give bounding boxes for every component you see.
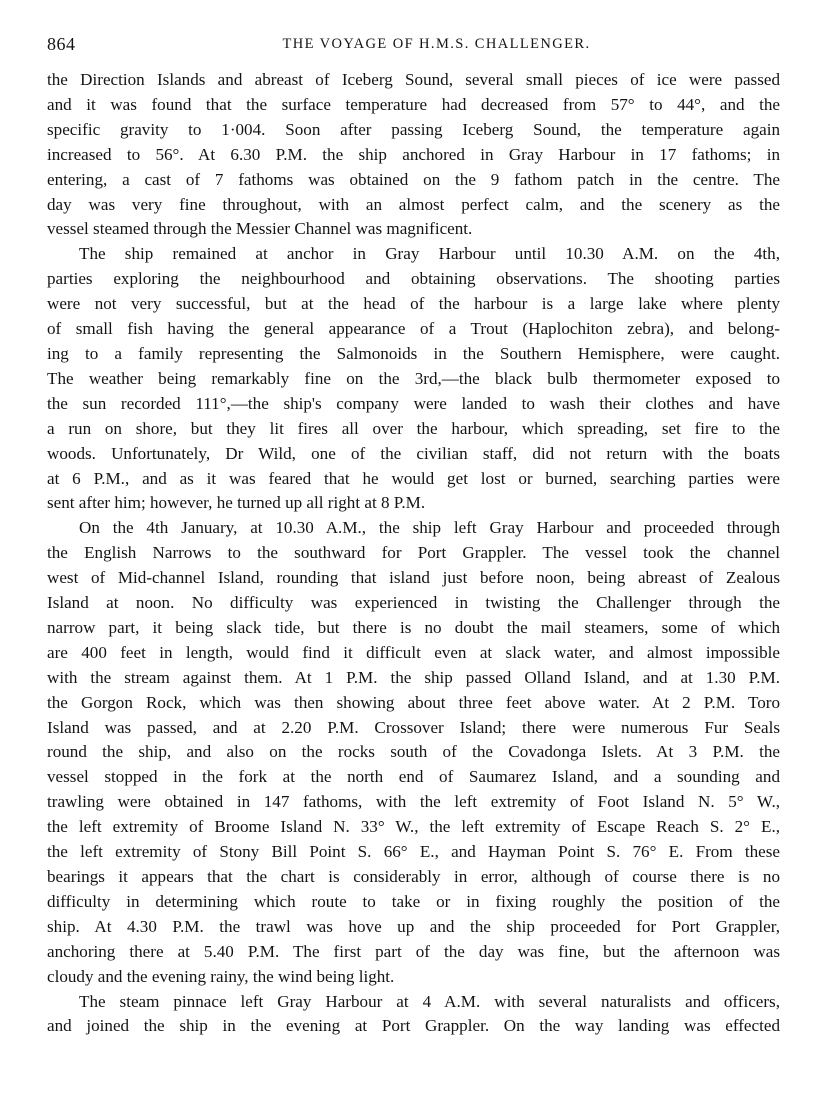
text-line: trawling were obtained in 147 fathoms, with the left extremity of Foot Island N. 5° W.,: [47, 792, 780, 812]
text-line: the left extremity of Broome Island N. 33° W., the left extremity of Escape Reach S. 2° E.,: [47, 817, 780, 837]
text-line: west of Mid-channel Island, rounding that island just before noon, being abreast of Zealous: [47, 568, 780, 588]
text-line: difficulty in determining which route to take or in fixing roughly the position of the: [47, 891, 780, 911]
text-line: narrow part, it being slack tide, but there is no doubt the mail steamers, some of which: [47, 617, 780, 637]
paragraph: [47, 990, 780, 1040]
text-line: the Gorgon Rock, which was then showing about three feet above water. At 2 P.M. Toro: [47, 692, 780, 712]
text-line: bearings it appears that the chart is considerably in error, although of course there is no: [47, 867, 780, 886]
text-line: day was very fine throughout, with an almost perfect calm, and the scenery as the: [47, 194, 780, 214]
text-line: with the stream against them. At 1 P.M. the ship passed Olland Island, and at 1.30 P.M.: [47, 667, 780, 687]
text-line: entering, a cast of 7 fathoms was obtained on the 9 fathom patch in the centre. The: [47, 169, 780, 189]
text-line: The weather being remarkably fine on the 3rd,—the black bulb thermometer exposed to: [47, 368, 780, 388]
text-line: vessel steamed through the Messier Channel was magnificent.: [47, 219, 473, 239]
body-text: [47, 68, 780, 1039]
text-line: a run on shore, but they lit fires all over the harbour, which spreading, set fire to the: [47, 418, 780, 438]
paragraph: [47, 68, 780, 242]
text-line: specific gravity to 1·004. Soon after passing Iceberg Sound, the temperature again: [47, 119, 780, 139]
text-line: the left extremity of Stony Bill Point S. 66° E., and Hayman Point S. 76° E. From these: [47, 842, 780, 862]
page-number: 864: [47, 34, 76, 54]
text-line: are 400 feet in length, would find it difficult even at slack water, and almost impossible: [47, 642, 780, 662]
running-title: THE VOYAGE OF H.M.S. CHALLENGER.: [282, 36, 591, 52]
text-line: round the ship, and also on the rocks south of the Covadonga Islets. At 3 P.M. the: [47, 742, 780, 762]
text-line: of small fish having the general appearance of a Trout (Haplochiton zebra), and belong-: [47, 319, 780, 339]
text-line: and joined the ship in the evening at Port Grappler. On the way landing was effected: [47, 1016, 780, 1036]
book-page: [47, 34, 780, 1039]
text-line: increased to 56°. At 6.30 P.M. the ship anchored in Gray Harbour in 17 fathoms; in: [47, 144, 780, 164]
text-line: the Direction Islands and abreast of Iceberg Sound, several small pieces of ice were passed: [47, 70, 780, 89]
text-line: The steam pinnace left Gray Harbour at 4 A.M. with several naturalists and officers,: [79, 991, 780, 1011]
text-line: the sun recorded 111°,—the ship's company were landed to wash their clothes and have: [47, 393, 780, 413]
text-line: and it was found that the surface temperature had decreased from 57° to 44°, and the: [47, 94, 780, 114]
text-line: Island at noon. No difficulty was experienced in twisting the Challenger through the: [47, 593, 780, 613]
text-line: the English Narrows to the southward for Port Grappler. The vessel took the channel: [47, 543, 780, 563]
text-line: anchoring there at 5.40 P.M. The first part of the day was fine, but the afternoon was: [47, 941, 780, 961]
paragraph: [47, 242, 780, 516]
text-line: at 6 P.M., and as it was feared that he would get lost or burned, searching parties were: [47, 468, 780, 488]
text-line: The ship remained at anchor in Gray Harbour until 10.30 A.M. on the 4th,: [79, 244, 780, 264]
text-line: were not very successful, but at the head of the harbour is a large lake where plenty: [47, 294, 780, 314]
text-line: Island was passed, and at 2.20 P.M. Crossover Island; there were numerous Fur Seals: [47, 717, 780, 737]
page-header: [47, 34, 780, 60]
paragraph: [47, 516, 780, 989]
text-line: woods. Unfortunately, Dr Wild, one of the civilian staff, did not return with the boats: [47, 443, 780, 463]
text-line: cloudy and the evening rainy, the wind being light.: [47, 966, 395, 986]
text-line: vessel stopped in the fork at the north end of Saumarez Island, and a sounding and: [47, 767, 780, 787]
text-line: parties exploring the neighbourhood and obtaining observations. The shooting parties: [47, 269, 780, 289]
text-line: sent after him; however, he turned up all right at 8 P.M.: [47, 493, 426, 513]
text-line: ing to a family representing the Salmonoids in the Southern Hemisphere, were caught.: [47, 343, 780, 363]
text-line: ship. At 4.30 P.M. the trawl was hove up and the ship proceeded for Port Grappler,: [47, 916, 780, 936]
text-line: On the 4th January, at 10.30 A.M., the ship left Gray Harbour and proceeded through: [79, 518, 780, 538]
